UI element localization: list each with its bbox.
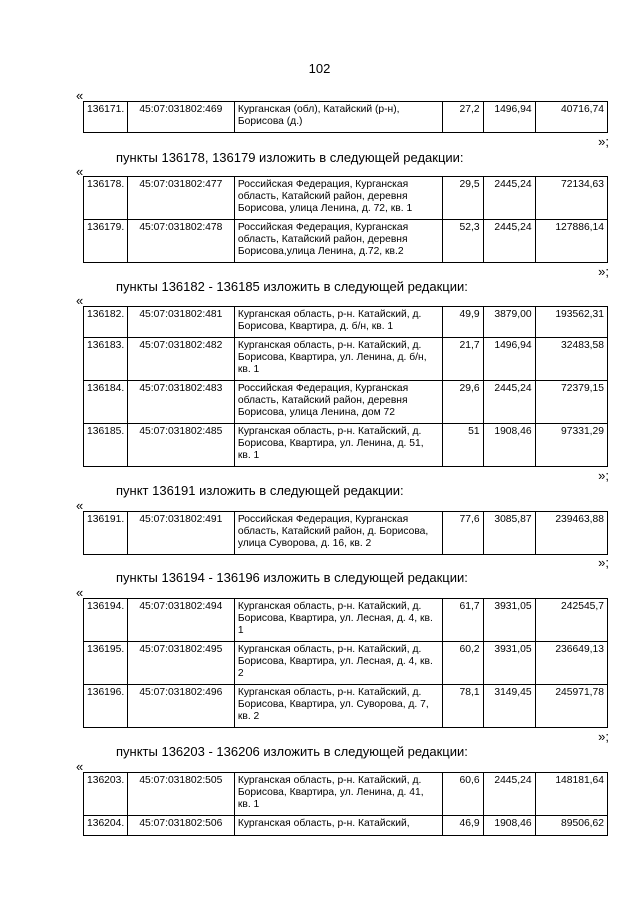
unit-price: 3931,05	[483, 599, 535, 642]
amendment-table	[83, 176, 608, 263]
table-row	[84, 307, 608, 338]
area: 77,6	[442, 512, 483, 555]
unit-price: 1908,46	[483, 816, 535, 836]
table-row	[84, 381, 608, 424]
address: Курганская область, р-н. Катайский, д. Борисова, Квартира, ул. Лесная, д. 4, кв. 2	[234, 642, 442, 685]
open-quote: «	[76, 164, 84, 179]
address: Курганская область, р-н. Катайский, д. Борисова, Квартира, ул. Суворова, д. 7, кв. 2	[234, 685, 442, 728]
table-row	[84, 338, 608, 381]
table-row	[84, 685, 608, 728]
table-row	[84, 599, 608, 642]
row-number: 136182.	[84, 307, 128, 338]
area: 49,9	[442, 307, 483, 338]
address: Курганская область, р-н. Катайский,	[234, 816, 442, 836]
area: 29,6	[442, 381, 483, 424]
total-value: 40716,74	[535, 102, 607, 133]
total-value: 236649,13	[535, 642, 607, 685]
total-value: 97331,29	[535, 424, 607, 467]
unit-price: 2445,24	[483, 381, 535, 424]
close-quote: »;	[598, 729, 609, 744]
address: Курганская область, р-н. Катайский, д. Борисова, Квартира, ул. Лесная, д. 4, кв. 1	[234, 599, 442, 642]
close-quote: »;	[598, 555, 609, 570]
unit-price: 2445,24	[483, 220, 535, 263]
table-row	[84, 177, 608, 220]
page-number: 102	[308, 61, 331, 76]
address: Курганская область, р-н. Катайский, д. Борисова, Квартира, д. б/н, кв. 1	[234, 307, 442, 338]
row-number: 136196.	[84, 685, 128, 728]
row-number: 136184.	[84, 381, 128, 424]
address: Курганская область, р-н. Катайский, д. Борисова, Квартира, ул. Ленина, д. 51, кв. 1	[234, 424, 442, 467]
address: Курганская область, р-н. Катайский, д. Борисова, Квартира, ул. Ленина, д. 41, кв. 1	[234, 773, 442, 816]
total-value: 89506,62	[535, 816, 607, 836]
address: Курганская область, р-н. Катайский, д. Борисова, Квартира, ул. Ленина, д. б/н, кв. 1	[234, 338, 442, 381]
area: 61,7	[442, 599, 483, 642]
total-value: 242545,7	[535, 599, 607, 642]
cadastral-number: 45:07:031802:477	[127, 177, 234, 220]
area: 29,5	[442, 177, 483, 220]
row-number: 136183.	[84, 338, 128, 381]
cadastral-number: 45:07:031802:506	[127, 816, 234, 836]
unit-price: 3085,87	[483, 512, 535, 555]
table-row	[84, 424, 608, 467]
open-quote: «	[76, 88, 84, 103]
unit-price: 1496,94	[483, 338, 535, 381]
unit-price: 3149,45	[483, 685, 535, 728]
cadastral-number: 45:07:031802:505	[127, 773, 234, 816]
cadastral-number: 45:07:031802:482	[127, 338, 234, 381]
area: 51	[442, 424, 483, 467]
amendment-intro: пункт 136191 изложить в следующей редакции:	[116, 483, 404, 498]
cadastral-number: 45:07:031802:483	[127, 381, 234, 424]
area: 60,2	[442, 642, 483, 685]
total-value: 245971,78	[535, 685, 607, 728]
row-number: 136204.	[84, 816, 128, 836]
amendment-intro: пункты 136203 - 136206 изложить в следующей редакции:	[116, 744, 468, 759]
amendment-table	[83, 511, 608, 555]
close-quote: »;	[598, 264, 609, 279]
amendment-table	[83, 598, 608, 728]
address: Российская Федерация, Курганская область, Катайский район, д. Борисова, улица Суворова, д. 16, кв. 2	[234, 512, 442, 555]
address: Российская Федерация, Курганская область, Катайский район, деревня Борисова, улица Ленина, дом 72	[234, 381, 442, 424]
row-number: 136171.	[84, 102, 128, 133]
row-number: 136191.	[84, 512, 128, 555]
table-row	[84, 642, 608, 685]
amendment-intro: пункты 136194 - 136196 изложить в следующей редакции:	[116, 570, 468, 585]
total-value: 239463,88	[535, 512, 607, 555]
cadastral-number: 45:07:031802:494	[127, 599, 234, 642]
row-number: 136185.	[84, 424, 128, 467]
table-row	[84, 220, 608, 263]
area: 78,1	[442, 685, 483, 728]
close-quote: »;	[598, 468, 609, 483]
unit-price: 2445,24	[483, 177, 535, 220]
amendment-intro: пункты 136178, 136179 изложить в следующей редакции:	[116, 150, 464, 165]
unit-price: 1496,94	[483, 102, 535, 133]
area: 46,9	[442, 816, 483, 836]
close-quote: »;	[598, 134, 609, 149]
amendment-intro: пункты 136182 - 136185 изложить в следующей редакции:	[116, 279, 468, 294]
open-quote: «	[76, 585, 84, 600]
unit-price: 2445,24	[483, 773, 535, 816]
open-quote: «	[76, 293, 84, 308]
unit-price: 3931,05	[483, 642, 535, 685]
row-number: 136195.	[84, 642, 128, 685]
area: 27,2	[442, 102, 483, 133]
row-number: 136179.	[84, 220, 128, 263]
table-row	[84, 773, 608, 816]
cadastral-number: 45:07:031802:481	[127, 307, 234, 338]
total-value: 32483,58	[535, 338, 607, 381]
area: 52,3	[442, 220, 483, 263]
cadastral-number: 45:07:031802:469	[127, 102, 234, 133]
open-quote: «	[76, 759, 84, 774]
amendment-table	[83, 101, 608, 133]
area: 21,7	[442, 338, 483, 381]
row-number: 136194.	[84, 599, 128, 642]
amendment-table	[83, 306, 608, 467]
cadastral-number: 45:07:031802:496	[127, 685, 234, 728]
table-row	[84, 816, 608, 836]
open-quote: «	[76, 498, 84, 513]
total-value: 193562,31	[535, 307, 607, 338]
table-row	[84, 512, 608, 555]
total-value: 72134,63	[535, 177, 607, 220]
cadastral-number: 45:07:031802:491	[127, 512, 234, 555]
unit-price: 1908,46	[483, 424, 535, 467]
cadastral-number: 45:07:031802:495	[127, 642, 234, 685]
total-value: 127886,14	[535, 220, 607, 263]
address: Российская Федерация, Курганская область, Катайский район, деревня Борисова,улица Ленина, д.72, кв.2	[234, 220, 442, 263]
table-row	[84, 102, 608, 133]
area: 60,6	[442, 773, 483, 816]
cadastral-number: 45:07:031802:485	[127, 424, 234, 467]
unit-price: 3879,00	[483, 307, 535, 338]
cadastral-number: 45:07:031802:478	[127, 220, 234, 263]
total-value: 72379,15	[535, 381, 607, 424]
total-value: 148181,64	[535, 773, 607, 816]
amendment-table	[83, 772, 608, 836]
row-number: 136178.	[84, 177, 128, 220]
address: Российская Федерация, Курганская область, Катайский район, деревня Борисова, улица Ленина, д. 72, кв. 1	[234, 177, 442, 220]
address: Курганская (обл), Катайский (р-н), Борисова (д.)	[234, 102, 442, 133]
row-number: 136203.	[84, 773, 128, 816]
